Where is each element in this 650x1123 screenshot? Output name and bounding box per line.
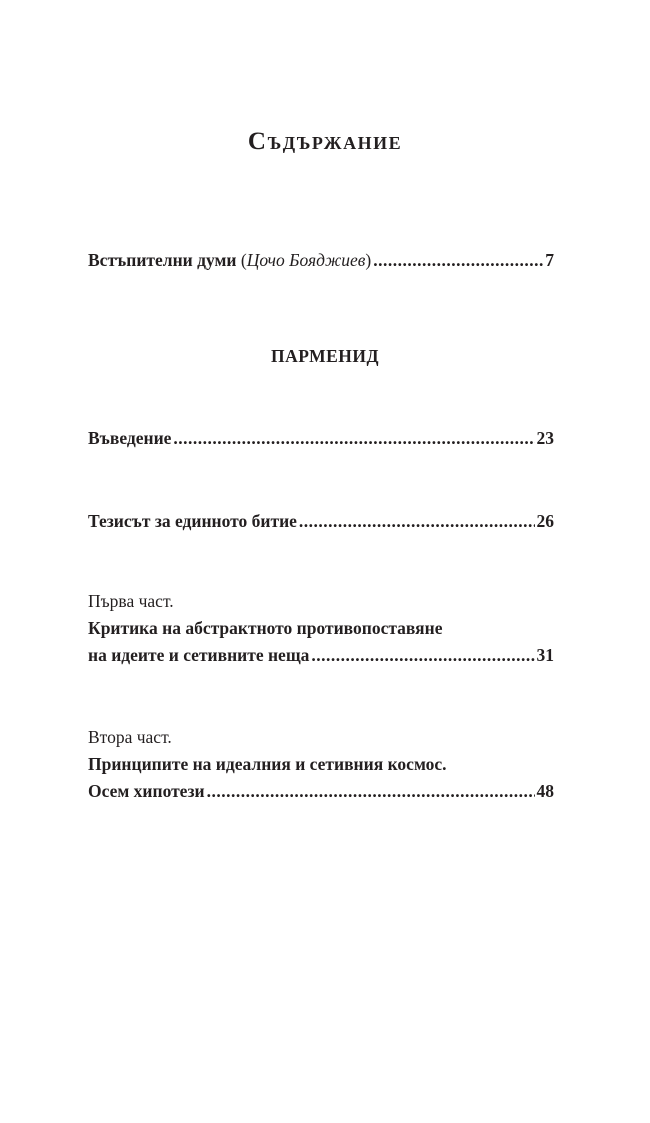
- toc-part-prefix: Първа част.: [88, 591, 174, 611]
- dot-leader: [207, 778, 535, 805]
- dot-leader: [311, 642, 534, 669]
- dot-leader: [299, 508, 535, 535]
- toc-part-title-line2: Осем хипотези: [88, 781, 205, 801]
- toc-entry-part-one[interactable]: [88, 588, 554, 669]
- toc-part-title-line1: Критика на абстрактното противопоставяне: [88, 618, 443, 638]
- toc-entry-author: Цочо Бояджиев: [246, 250, 366, 270]
- toc-entry-thesis[interactable]: [88, 508, 554, 535]
- toc-page-number: 23: [536, 428, 554, 448]
- section-heading: ПАРМЕНИД: [270, 346, 380, 366]
- toc-line: [88, 642, 554, 669]
- toc-line: [88, 425, 554, 452]
- toc-entry-introduction[interactable]: [88, 425, 554, 452]
- toc-entry-foreword[interactable]: [88, 247, 554, 274]
- paren-close: ): [365, 250, 372, 270]
- toc-page-number: 26: [536, 511, 554, 531]
- dot-leader: [373, 247, 543, 274]
- toc-page-number: 7: [545, 250, 554, 270]
- toc-entry-part-two[interactable]: [88, 724, 554, 805]
- dot-leader: [173, 425, 534, 452]
- toc-part-title-line2: на идеите и сетивните неща: [88, 645, 310, 665]
- paren-open: (: [240, 250, 247, 270]
- toc-entry-label: Тезисът за единното битие: [88, 511, 297, 531]
- toc-line: [88, 778, 554, 805]
- toc-entry-label: Встъпителни думи: [88, 250, 237, 270]
- toc-page-number: 48: [536, 781, 554, 801]
- toc-page-number: 31: [536, 645, 554, 665]
- toc-part-prefix: Втора част.: [88, 727, 172, 747]
- page-title: Съдържание: [247, 128, 403, 155]
- toc-line: [88, 508, 554, 535]
- toc-part-title-line1: Принципите на идеалния и сетивния космос.: [88, 754, 447, 774]
- toc-line: [88, 247, 554, 274]
- toc-entry-label: Въведение: [88, 428, 172, 448]
